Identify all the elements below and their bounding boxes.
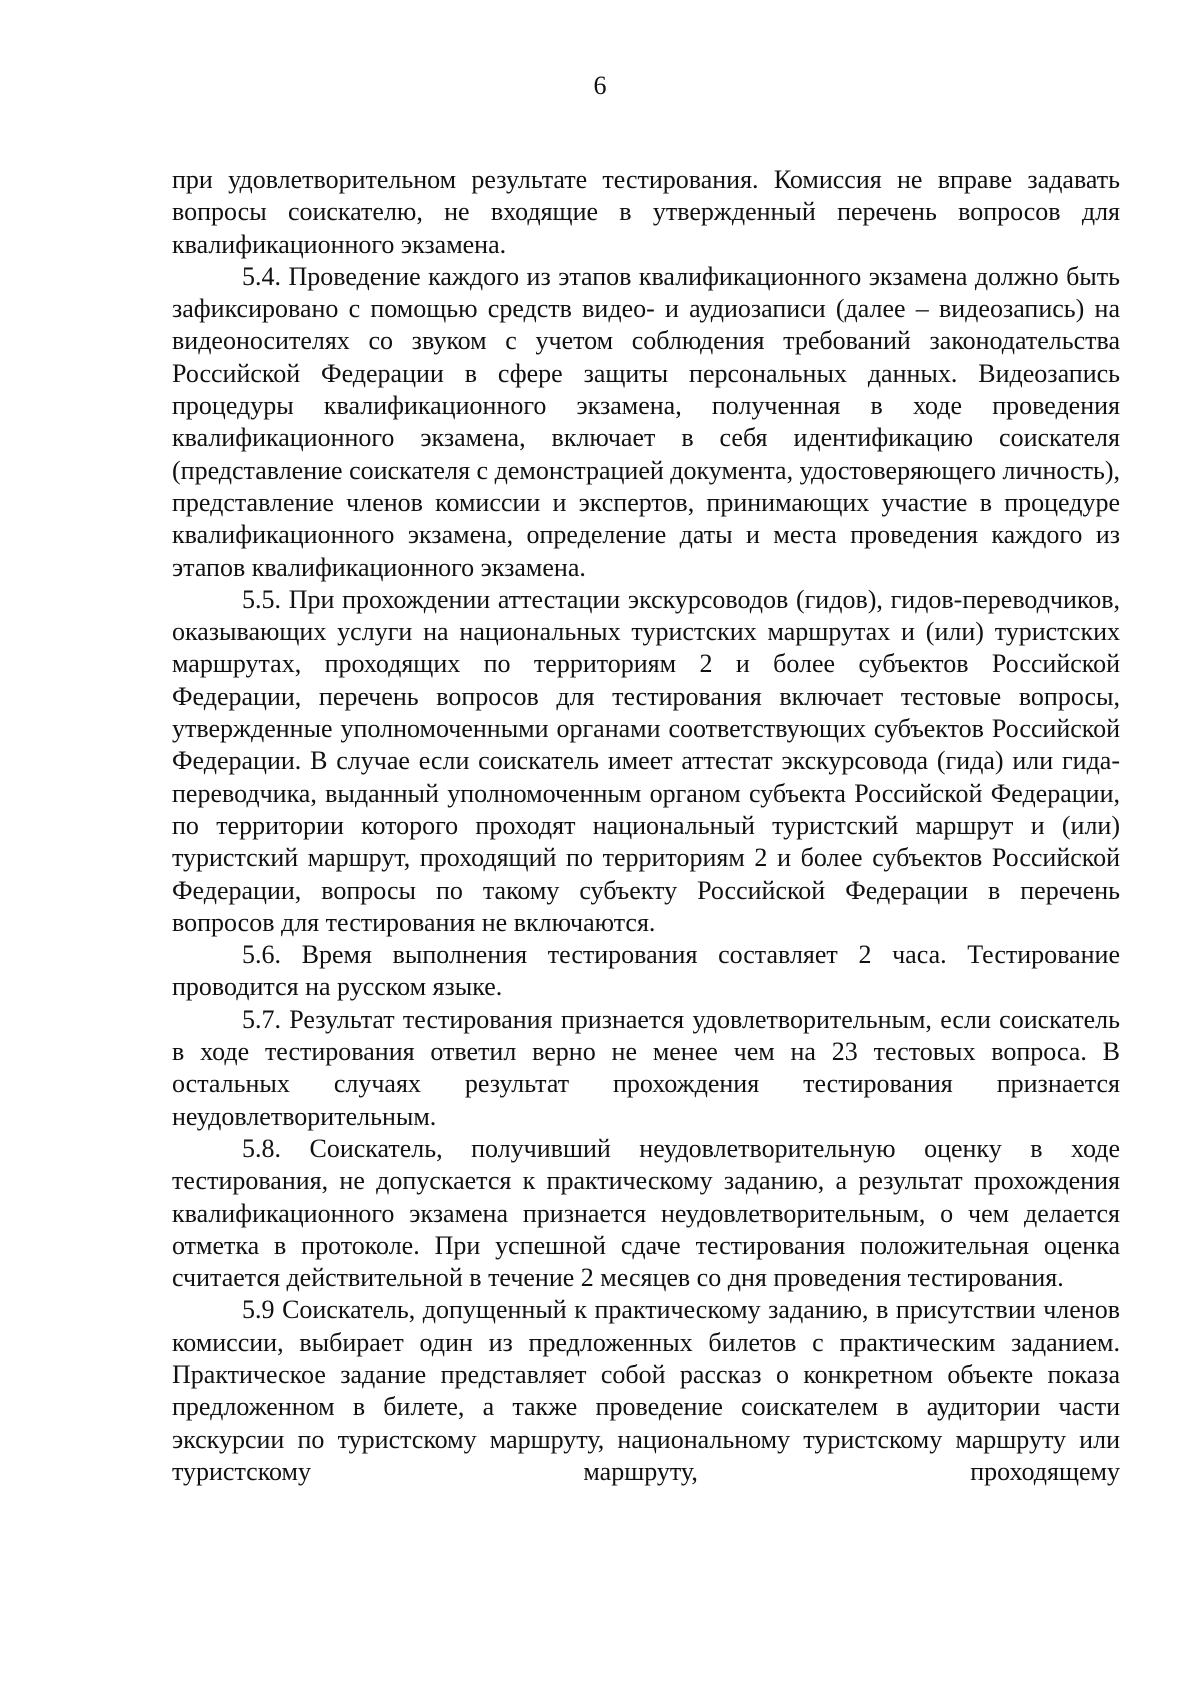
paragraph-5-5: 5.5. При прохождении аттестации экскурсоводов (гидов), гидов-переводчиков, оказывающих услуги на национальных туристских маршрутах и (или) туристских маршрутах, проходящих по территориям 2 и более субъектов Российской Федерации, перечень вопросов для тестирования включает тестовые вопросы, утвержденные уполномоченными органами соответствующих субъектов Российской Федерации. В случае если соискатель имеет аттестат экскурсовода (гида) или гида-переводчика, выданный уполномоченным органом субъекта Российской Федерации, по территории которого проходят национальный туристский маршрут и (или) туристский маршрут, проходящий по территориям 2 и более субъектов Российской Федерации, вопросы по такому субъекту Российской Федерации в перечень вопросов для тестирования не включаются. (172, 584, 1120, 937)
paragraph-5-6: 5.6. Время выполнения тестирования составляет 2 часа. Тестирование проводится на русском языке. (172, 940, 1120, 1002)
document-body (172, 164, 1120, 1488)
paragraph-5-4: 5.4. Проведение каждого из этапов квалификационного экзамена должно быть зафиксировано с помощью средств видео- и аудиозаписи (далее – видеозапись) на видеоносителях со звуком с учетом соблюдения требований законодательства Российской Федерации в сфере защиты персональных данных. Видеозапись процедуры квалификационного экзамена, полученная в ходе проведения квалификационного экзамена, включает в себя идентификацию соискателя (представление соискателя с демонстрацией документа, удостоверяющего личность), представление членов комиссии и экспертов, принимающих участие в процедуре квалификационного экзамена, определение даты и места проведения каждого из этапов квалификационного экзамена. (172, 261, 1120, 582)
paragraph-5-9: 5.9 Соискатель, допущенный к практическому заданию, в присутствии членов комиссии, выбирает один из предложенных билетов с практическим заданием. Практическое задание представляет собой рассказ о конкретном объекте показа предложенном в билете, а также проведение соискателем в аудитории части экскурсии по туристскому маршруту, национальному туристскому маршруту или туристскому маршруту, проходящему (172, 1295, 1120, 1486)
paragraph-5-7: 5.7. Результат тестирования признается удовлетворительным, если соискатель в ходе тестирования ответил верно не менее чем на 23 тестовых вопроса. В остальных случаях результат прохождения тестирования признается неудовлетворительным. (172, 1004, 1120, 1131)
page-number: 6 (593, 71, 607, 100)
paragraph-continuation: при удовлетворительном результате тестирования. Комиссия не вправе задавать вопросы соискателю, не входящие в утвержденный перечень вопросов для квалификационного экзамена. (172, 165, 1120, 259)
paragraph-5-8: 5.8. Соискатель, получивший неудовлетворительную оценку в ходе тестирования, не допускается к практическому заданию, а результат прохождения квалификационного экзамена признается неудовлетворительным, о чем делается отметка в протоколе. При успешной сдаче тестирования положительная оценка считается действительной в течение 2 месяцев со дня проведения тестирования. (172, 1133, 1120, 1293)
